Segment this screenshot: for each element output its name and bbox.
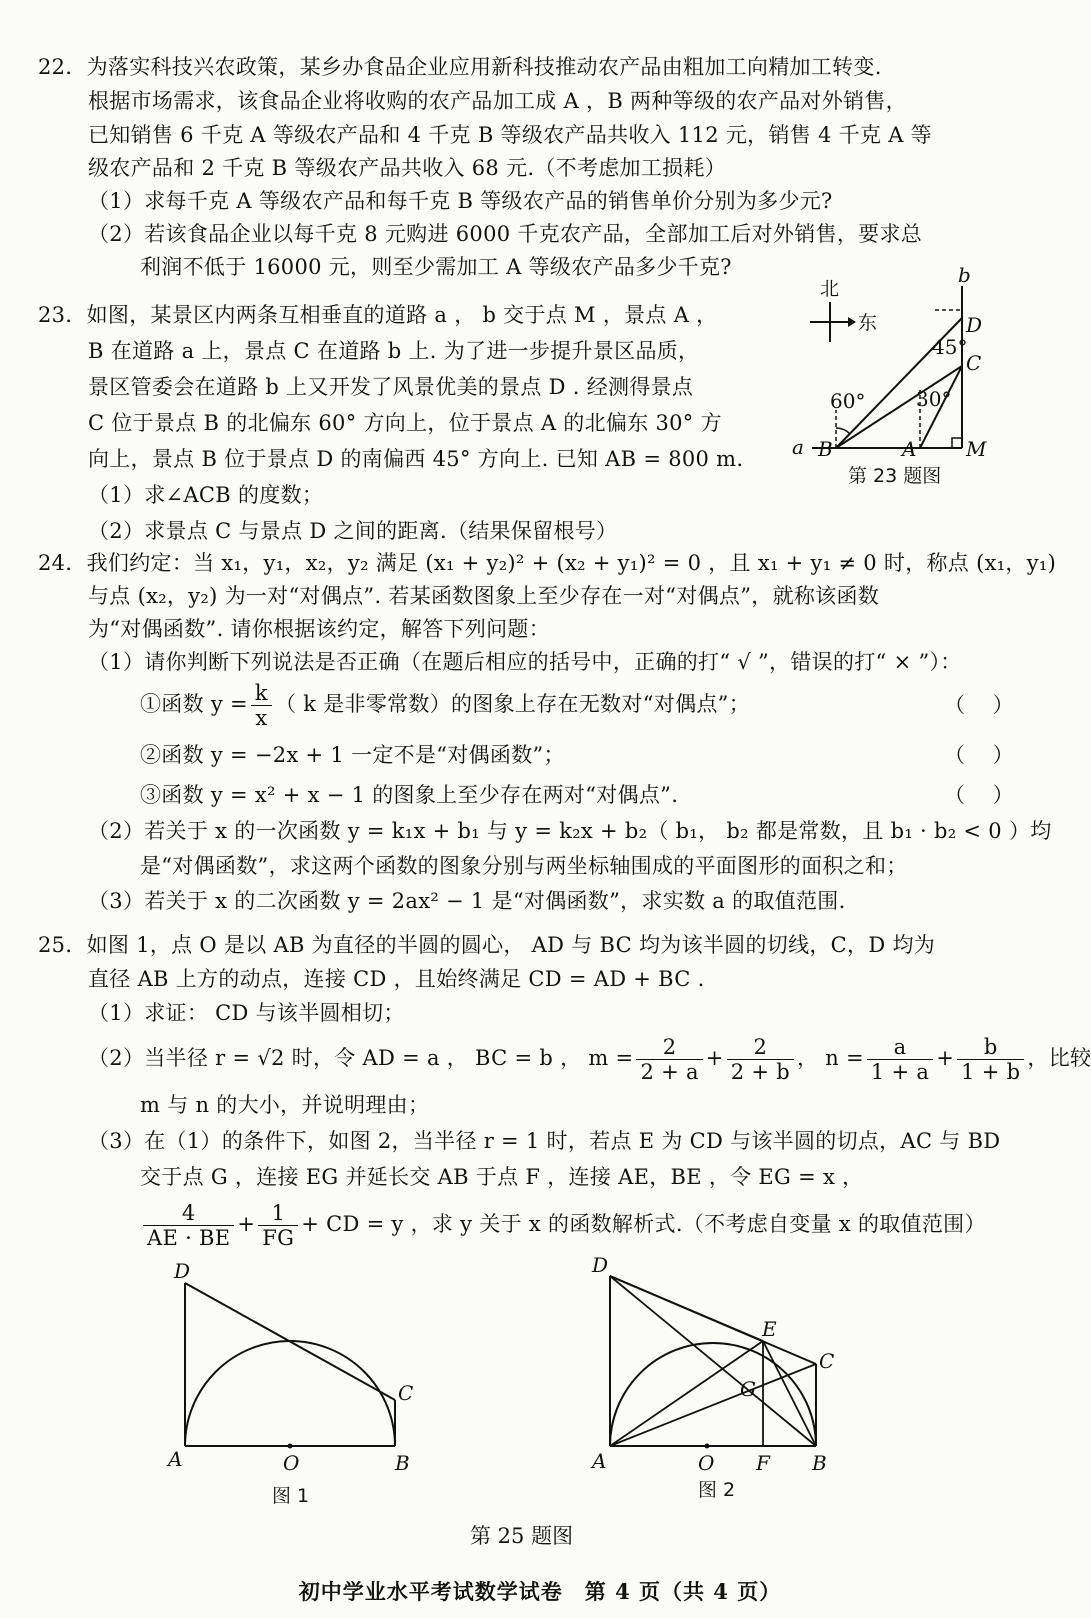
fig1-segment-cd [185, 1283, 395, 1400]
east-label: 东 [858, 312, 878, 334]
q25-line-2: 直径 AB 上方的动点，连接 CD ，且始终满足 CD = AD + BC . [88, 967, 705, 991]
q25-part-3-formula [140, 1196, 986, 1252]
fig2-center-o [705, 1444, 710, 1449]
fig2-label-c: C [819, 1349, 835, 1373]
q24-item-1-fraction [251, 681, 272, 730]
q25-p3-frac-1-den: AE · BE [147, 1226, 231, 1250]
q25-p2-frac-2 [727, 1035, 794, 1084]
q25-p2-frac-4-den: 1 + b [961, 1060, 1021, 1084]
q22-line-3: 已知销售 6 千克 A 等级农产品和 4 千克 B 等级农产品共收入 112 元，销售 4 千克 A 等 [88, 123, 932, 147]
fig2-label-g: G [740, 1377, 756, 1401]
point-a-label: A [902, 437, 917, 461]
point-b-label: B [818, 437, 833, 461]
q25-part-2 [88, 1030, 1091, 1086]
fig2-semicircle [610, 1343, 816, 1446]
north-label: 北 [820, 278, 840, 300]
q25-p3-frac-1 [143, 1201, 234, 1250]
q24-line-1: 24．我们约定：当 x₁，y₁，x₂，y₂ 满足 (x₁ + y₂)² + (x₂ + y₁)² = 0 ，且 x₁ + y₁ ≠ 0 时，称点 (x₁，y₁) [38, 551, 1057, 575]
point-m-label: M [966, 437, 987, 461]
q25-part-3-cont: 交于点 G ，连接 EG 并延长交 AB 于点 F ，连接 AE，BE ，令 EG = x ， [140, 1165, 864, 1189]
q24-item-3: ③函数 y = x² + x − 1 的图象上至少存在两对“对偶点”. [140, 783, 679, 807]
fig2-label-b: B [812, 1451, 827, 1475]
q23-line-3: 景区管委会在道路 b 上又开发了风景优美的景点 D . 经测得景点 [88, 375, 694, 399]
q24-item-1-suffix: （ k 是非零常数）的图象上存在无数对“对偶点”； [274, 692, 750, 716]
fig2-label-d: D [592, 1253, 609, 1277]
angle-30-label: 30° [916, 387, 952, 411]
fig1-center-o [288, 1444, 293, 1449]
q25-p2-frac-3-num: a [867, 1035, 933, 1060]
q24-item-2-answer: （ ） [944, 743, 1014, 767]
fig2-label-e: E [762, 1317, 777, 1341]
q23-figure-caption: 第 23 题图 [848, 465, 942, 487]
road-b-label: b [958, 263, 971, 287]
q25-p3-suffix: + CD = y ，求 y 关于 x 的函数解析式.（不考虑自变量 x 的取值范围） [301, 1212, 986, 1236]
q23-line-4: C 位于景点 B 的北偏东 60° 方向上，位于景点 A 的北偏东 30° 方 [88, 411, 722, 435]
angle-45-label: 45° [932, 335, 968, 359]
angle-60-label: 60° [830, 389, 866, 413]
q25-part-2-cont: m 与 n 的大小，并说明理由； [140, 1093, 430, 1117]
fig2-label-o: O [698, 1451, 715, 1475]
point-c-label: C [966, 351, 982, 375]
q25-p3-frac-2-num: 1 [258, 1201, 298, 1226]
fig1-caption: 图 1 [272, 1485, 310, 1507]
fig1-label-c: C [398, 1381, 414, 1405]
q23-part-1: （1）求∠ACB 的度数； [88, 483, 324, 507]
q24-part-1: （1）请你判断下列说法是否正确（在题后相应的括号中，正确的打“ √ ”，错误的打“ × ”）： [88, 650, 962, 674]
fig1-label-o: O [283, 1451, 300, 1475]
q24-part-2: （2）若关于 x 的一次函数 y = k₁x + b₁ 与 y = k₂x + b₂（ b₁， b₂ 都是常数，且 b₁ · b₂ < 0 ）均 [88, 819, 1052, 843]
q25-p2-frac-1-num: 2 [636, 1035, 702, 1060]
q22-line-4: 级农产品和 2 千克 B 等级农产品共收入 68 元.（不考虑加工损耗） [88, 156, 727, 180]
fig2-caption: 图 2 [698, 1479, 736, 1501]
q25-p2-plus-1: + [705, 1046, 724, 1070]
q25-figure-2 [590, 1253, 870, 1506]
q25-p3-frac-1-num: 4 [143, 1201, 234, 1226]
q22-line-1: 22．为落实科技兴农政策，某乡办食品企业应用新科技推动农产品由粗加工向精加工转变. [38, 55, 882, 79]
q25-part-3: （3）在（1）的条件下，如图 2，当半径 r = 1 时，若点 E 为 CD 与该半圆的切点，AC 与 BD [88, 1129, 1001, 1153]
q25-p2-suffix: ，比较 [1027, 1046, 1091, 1070]
q25-p3-plus: + [237, 1212, 256, 1236]
q24-item-3-answer: （ ） [944, 783, 1014, 807]
q25-part-1: （1）求证： CD 与该半圆相切； [88, 1001, 405, 1025]
right-angle-m [952, 438, 962, 448]
q25-p2-frac-2-num: 2 [727, 1035, 794, 1060]
q25-line-1: 25．如图 1，点 O 是以 AB 为直径的半圆的圆心， AD 与 BC 均为该半圆的切线，C，D 均为 [38, 933, 936, 957]
fig1-label-a: A [168, 1447, 183, 1471]
q25-p2-frac-4-num: b [957, 1035, 1024, 1060]
q25-p2-plus-2: + [936, 1046, 955, 1070]
q23-line-1: 23．如图，某景区内两条互相垂直的道路 a ， b 交于点 M ，景点 A ， [38, 303, 718, 327]
fig2-segment-be [763, 1341, 816, 1446]
q25-p2-frac-2-den: 2 + b [730, 1060, 790, 1084]
road-a-label: a [792, 435, 804, 459]
fig2-label-f: F [756, 1451, 770, 1475]
q24-item-2: ②函数 y = −2x + 1 一定不是“对偶函数”； [140, 743, 565, 767]
q24-part-2-cont: 是“对偶函数”，求这两个函数的图象分别与两坐标轴围成的平面图形的面积之和； [140, 854, 908, 878]
q22-part-2-cont: 利润不低于 16000 元，则至少需加工 A 等级农产品多少千克? [140, 255, 732, 279]
q24-item-1-prefix: ①函数 y = [140, 692, 248, 716]
q23-figure [790, 263, 1040, 520]
q23-line-5: 向上，景点 B 位于景点 D 的南偏西 45° 方向上. 已知 AB = 800 m. [88, 447, 744, 471]
page-footer: 初中学业水平考试数学试卷 第 4 页（共 4 页） [298, 1579, 782, 1604]
q24-item-1-answer: （ ） [944, 693, 1014, 717]
fig1-semicircle [185, 1341, 395, 1446]
q25-p2-frac-1 [636, 1035, 702, 1084]
q25-p3-frac-2-den: FG [262, 1226, 295, 1250]
fig2-segment-bd [610, 1276, 816, 1446]
q25-p2-frac-1-den: 2 + a [640, 1060, 699, 1084]
q24-item-1-den: x [255, 706, 268, 730]
q23-line-2: B 在道路 a 上，景点 C 在道路 b 上. 为了进一步提升景区品质， [88, 339, 700, 363]
q24-line-3: 为“对偶函数”. 请你根据该约定，解答下列问题： [88, 617, 551, 641]
q24-item-1 [140, 680, 750, 730]
q25-p2-frac-3 [867, 1035, 933, 1084]
q25-figure-caption: 第 25 题图 [470, 1524, 574, 1548]
q25-figure-1 [160, 1260, 440, 1510]
q25-p2-frac-4 [957, 1035, 1024, 1084]
east-arrow-icon [848, 317, 856, 327]
fig2-segment-de [610, 1276, 763, 1341]
fig1-label-d: D [174, 1259, 191, 1283]
q22-part-1: （1）求每千克 A 等级农产品和每千克 B 等级农产品的销售单价分别为多少元? [88, 189, 833, 213]
q22-line-2: 根据市场需求，该食品企业将收购的农产品加工成 A ，B 两种等级的农产品对外销售， [88, 89, 907, 113]
point-d-label: D [966, 313, 983, 337]
angle-60-arc [836, 428, 850, 434]
q24-item-1-num: k [251, 681, 272, 706]
q25-p2-frac-3-den: 1 + a [870, 1060, 930, 1084]
fig1-label-b: B [395, 1451, 410, 1475]
q25-p2-prefix: （2）当半径 r = √2 时，令 AD = a ， BC = b ， m = [88, 1046, 634, 1070]
q25-p2-mid: ， n = [796, 1046, 864, 1070]
q22-part-2: （2）若该食品企业以每千克 8 元购进 6000 千克农产品，全部加工后对外销售，要求总 [88, 222, 923, 246]
q24-line-2: 与点 (x₂，y₂) 为一对“对偶点”. 若某函数图象上至少存在一对“对偶点”，就称该函数 [88, 584, 880, 608]
fig2-label-a: A [592, 1449, 607, 1473]
q24-part-3: （3）若关于 x 的二次函数 y = 2ax² − 1 是“对偶函数”，求实数 a 的取值范围. [88, 889, 846, 913]
q23-part-2: （2）求景点 C 与景点 D 之间的距离.（结果保留根号） [88, 519, 618, 543]
q25-p3-frac-2 [258, 1201, 298, 1250]
